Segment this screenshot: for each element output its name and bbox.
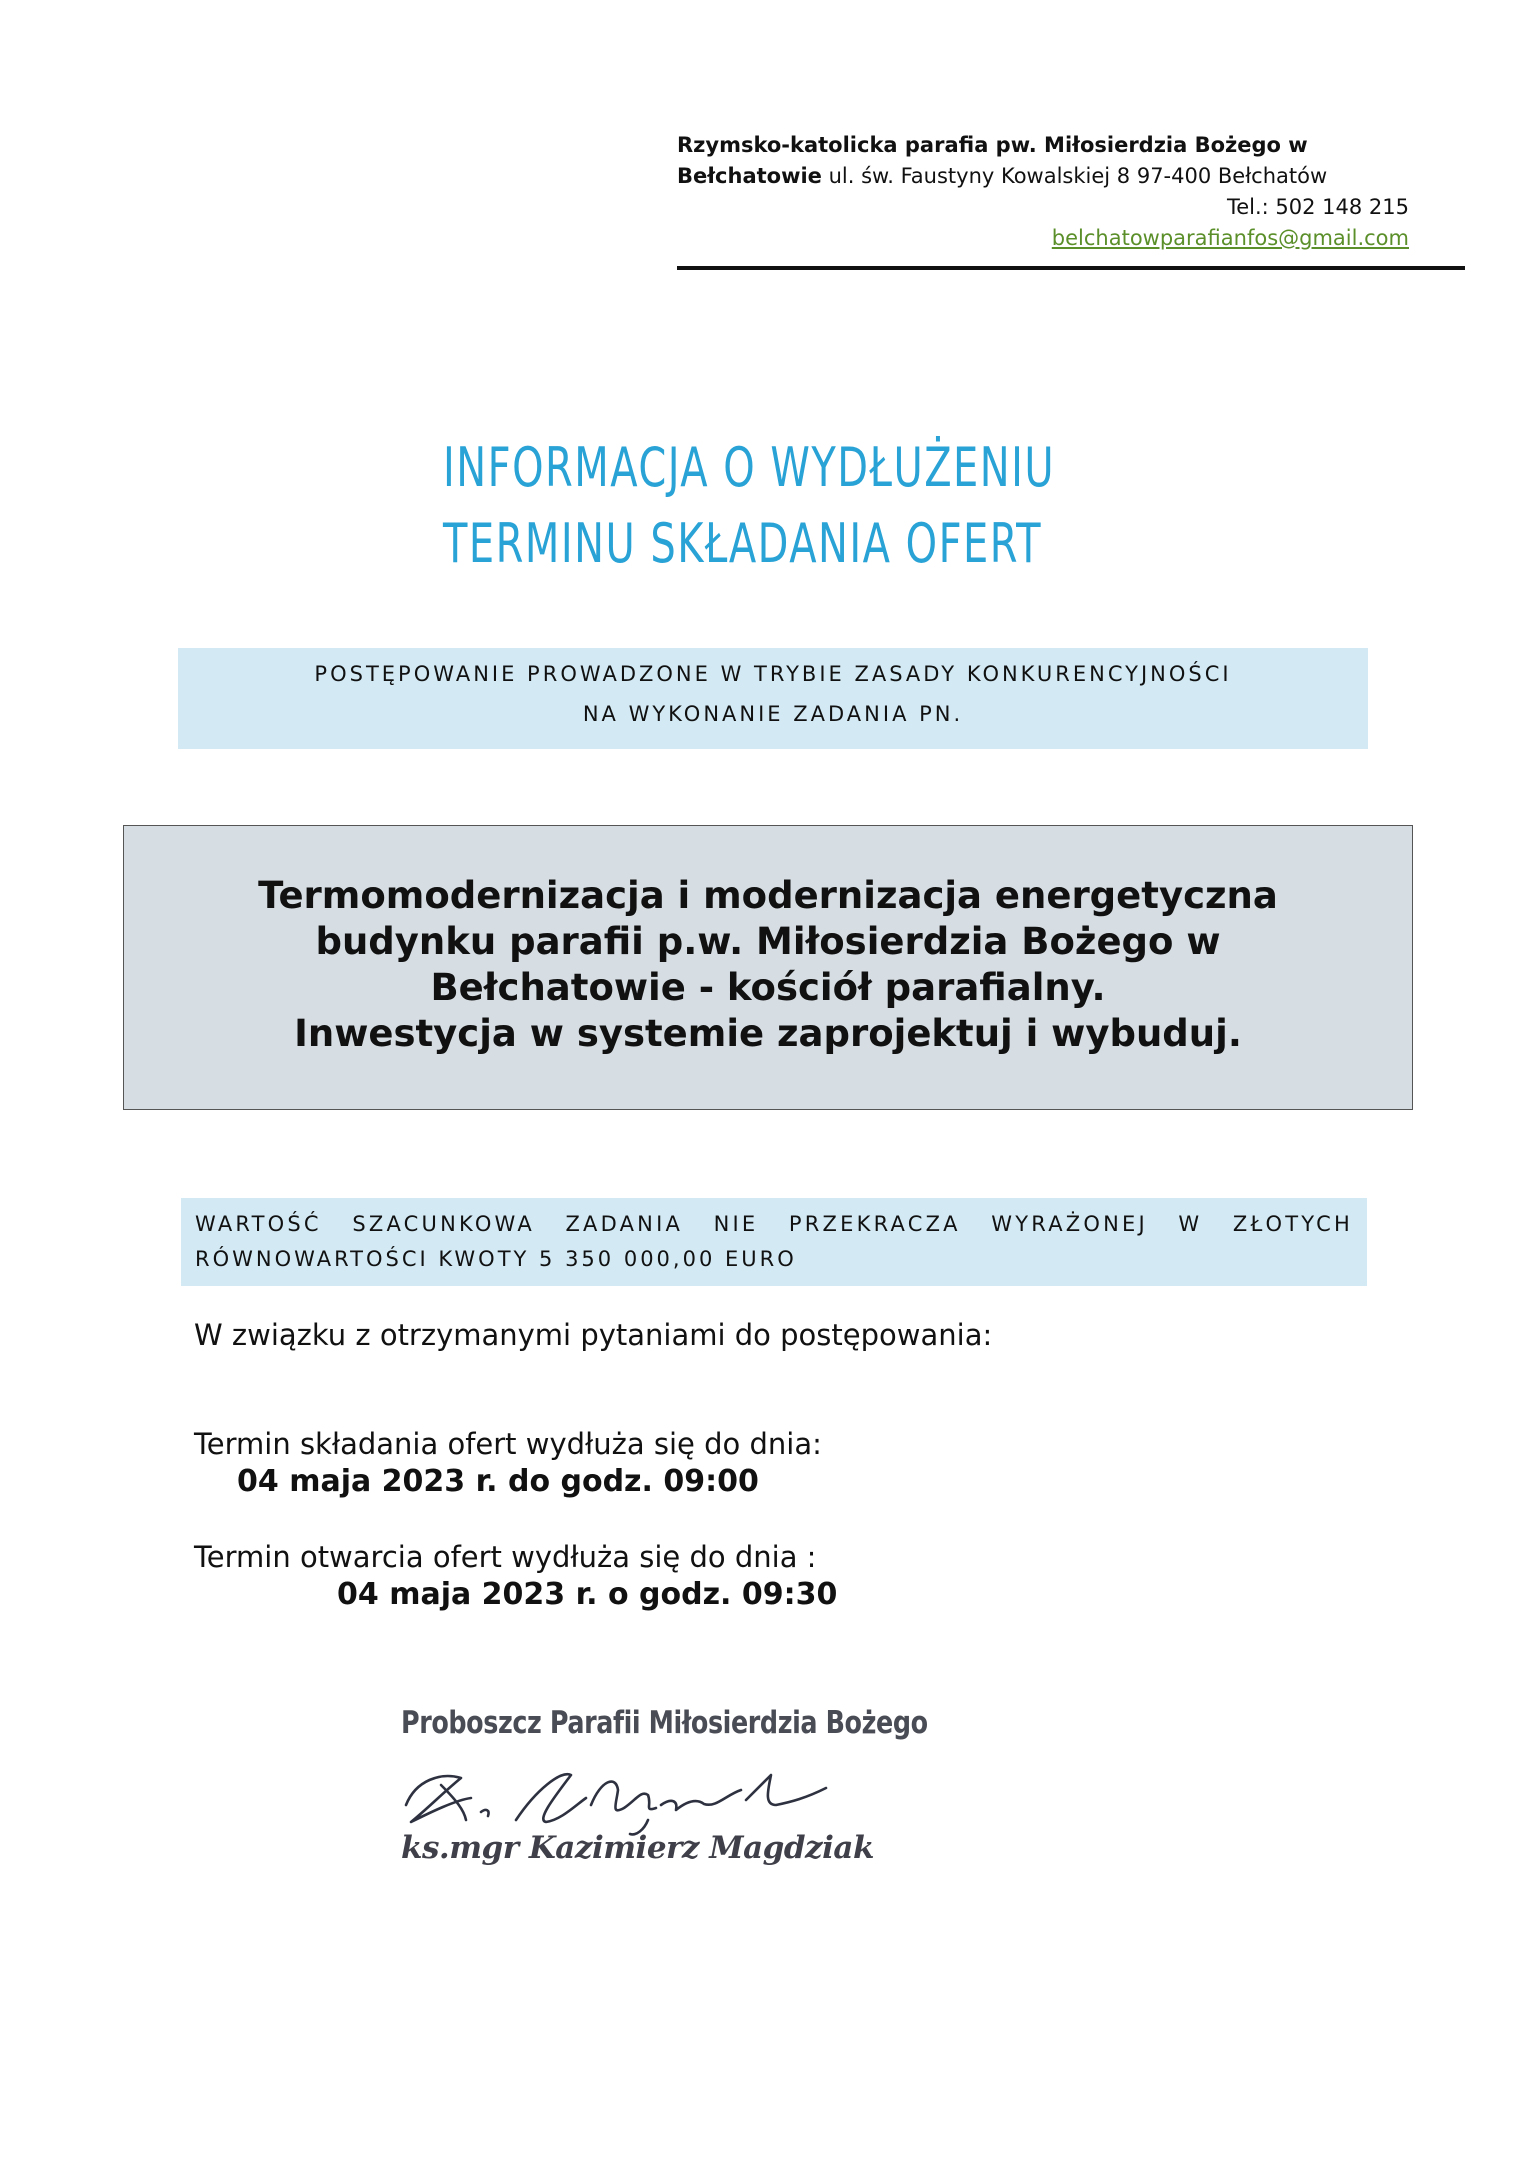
intro-text: W związku z otrzymanymi pytaniami do postępowania:	[194, 1318, 993, 1352]
title-line-1: INFORMACJA O WYDŁUŻENIU	[443, 436, 1056, 499]
pastor-stamp	[336, 1680, 928, 1880]
task-line-4: Inwestycja w systemie zaprojektuj i wybuduj.	[294, 1012, 1242, 1055]
letterhead-divider	[677, 266, 1465, 270]
deadline-label: Termin składania ofert wydłuża się do dnia:	[194, 1427, 822, 1461]
value-note-line-2: RÓWNOWARTOŚCI KWOTY 5 350 000,00 EURO	[195, 1247, 797, 1271]
procedure-band	[178, 648, 1368, 749]
opening-label: Termin otwarcia ofert wydłuża się do dnia :	[194, 1540, 817, 1574]
handwritten-signature	[386, 1750, 866, 1840]
letterhead	[677, 130, 1437, 254]
value-note-line-1: WARTOŚĆ SZACUNKOWA ZADANIA NIE PRZEKRACZA WYRAŻONEJ W ZŁOTYCH	[195, 1212, 1353, 1236]
task-line-2: budynku parafii p.w. Miłosierdzia Bożego w	[315, 920, 1221, 963]
title-line-2: TERMINU SKŁADANIA OFERT	[443, 512, 1043, 575]
procedure-line-1: POSTĘPOWANIE PROWADZONE W TRYBIE ZASADY KONKURENCYJNOŚCI	[314, 662, 1232, 686]
procedure-line-2: NA WYKONANIE ZADANIA PN.	[582, 702, 964, 726]
stamp-title: Proboszcz Parafii Miłosierdzia Bożego	[401, 1705, 928, 1741]
task-name-box	[123, 825, 1413, 1110]
letterhead-org-city: Bełchatowie	[677, 164, 822, 188]
letterhead-email-link[interactable]: belchatowparafianfos@gmail.com	[1051, 226, 1409, 250]
letterhead-address-line	[677, 161, 1437, 192]
letterhead-address: ul. św. Faustyny Kowalskiej 8 97-400 Bełchatów	[821, 164, 1328, 188]
letterhead-org-name: Rzymsko-katolicka parafia pw. Miłosierdzia Bożego w	[677, 133, 1308, 157]
task-line-1: Termomodernizacja i modernizacja energetyczna	[258, 874, 1278, 917]
value-note-band	[181, 1198, 1367, 1286]
opening-value: 04 maja 2023 r. o godz. 09:30	[337, 1577, 838, 1612]
page-title	[443, 430, 1055, 582]
letterhead-phone: Tel.: 502 148 215	[1226, 195, 1409, 219]
task-line-3: Bełchatowie - kościół parafialny.	[430, 966, 1106, 1009]
stamp-name: ks.mgr Kazimierz Magdziak	[401, 1830, 874, 1866]
deadline-value: 04 maja 2023 r. do godz. 09:00	[237, 1464, 759, 1499]
